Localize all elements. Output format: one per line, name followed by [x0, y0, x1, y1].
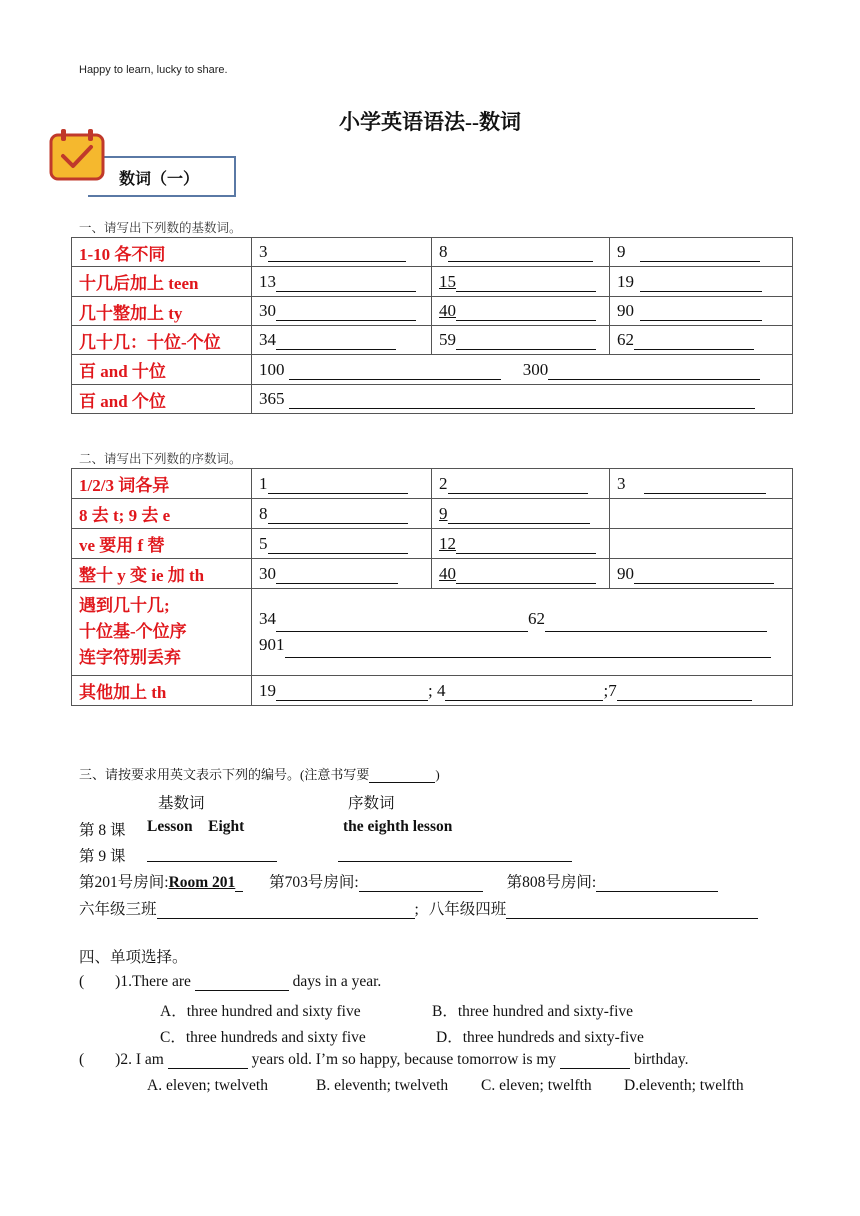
q1-option-d[interactable]: D．three hundreds and sixty-five	[436, 1029, 644, 1046]
q1-option-b[interactable]: B．three hundred and sixty-five	[432, 1003, 634, 1020]
answer-cell[interactable]: 59	[432, 326, 610, 355]
rule-cell: 几十整加上 ty	[72, 297, 252, 326]
answer-cell[interactable]: 34 62 901	[252, 589, 793, 676]
room808-blank[interactable]	[596, 875, 718, 892]
section1-heading: 一、请写出下列数的基数词。	[79, 221, 242, 235]
rule-cell: 其他加上 th	[72, 676, 252, 706]
table-row	[72, 297, 793, 326]
answer-cell[interactable]: 100 300	[252, 355, 793, 385]
rule-cell: 百 and 个位	[72, 385, 252, 414]
answer-cell[interactable]: 2	[432, 469, 610, 499]
q2-option-d[interactable]: D.eleventh; twelfth	[624, 1077, 744, 1094]
section2-heading: 二、请写出下列数的序数词。	[79, 452, 242, 466]
lesson8-label: 第 8 课	[79, 822, 126, 839]
answer-cell[interactable]: 30	[252, 297, 432, 326]
lesson9-ordinal-blank[interactable]	[338, 844, 572, 862]
table-row	[72, 499, 793, 529]
table-row	[72, 385, 793, 414]
answer-cell[interactable]: 30	[252, 559, 432, 589]
answer-cell[interactable]: 3	[610, 469, 793, 499]
answer-cell[interactable]: 365	[252, 385, 793, 414]
header-note: Happy to learn, lucky to share.	[79, 64, 228, 76]
table-row	[72, 589, 793, 676]
q2-option-b[interactable]: B. eleventh; twelveth	[316, 1077, 449, 1094]
answer-slot[interactable]: ( )	[79, 1051, 121, 1068]
rule-cell: 1-10 各不同	[72, 238, 252, 267]
q2-blank-2	[560, 1052, 630, 1069]
q2-option-c[interactable]: C. eleven; twelfth	[481, 1077, 592, 1094]
table-row	[72, 529, 793, 559]
section4-heading: 四、单项选择。	[79, 949, 188, 966]
lesson9-label: 第 9 课	[79, 848, 126, 865]
question-2: ( )2. I am years old. I’m so happy, because tomorrow is my birthday.	[79, 1051, 689, 1068]
q2-blank-1	[168, 1052, 248, 1069]
rule-cell: 整十 y 变 ie 加 th	[72, 559, 252, 589]
table-row	[72, 469, 793, 499]
rule-cell: ve 要用 f 替	[72, 529, 252, 559]
answer-cell[interactable]: 40	[432, 559, 610, 589]
q1-option-a[interactable]: A．three hundred and sixty five	[160, 1003, 361, 1020]
question-1: ( )1.There are days in a year.	[79, 973, 382, 990]
section-badge-label: 数词（一）	[119, 171, 200, 188]
answer-cell[interactable]: 1	[252, 469, 432, 499]
lesson8-cardinal: Lesson Eight	[147, 818, 245, 835]
q2-option-a[interactable]: A. eleven; twelveth	[147, 1077, 268, 1094]
table-row	[72, 676, 793, 706]
answer-cell[interactable]: 9	[432, 499, 610, 529]
class-b-blank[interactable]	[506, 902, 758, 919]
answer-cell[interactable]: 12	[432, 529, 610, 559]
cardinal-column-label: 基数词	[158, 795, 205, 812]
empty-cell	[610, 529, 793, 559]
answer-cell[interactable]: 15	[432, 267, 610, 297]
answer-cell[interactable]: 19	[610, 267, 793, 297]
answer-cell[interactable]: 19 ; 4 ;7	[252, 676, 793, 706]
class-a-blank[interactable]	[157, 902, 415, 919]
answer-cell[interactable]: 90	[610, 297, 793, 326]
rule-cell: 遇到几十几; 十位基-个位序 连字符别丢弃	[72, 589, 252, 676]
answer-cell[interactable]: 8	[432, 238, 610, 267]
table-row	[72, 326, 793, 355]
rule-cell: 几十几：十位-个位	[72, 326, 252, 355]
rule-cell: 十几后加上 teen	[72, 267, 252, 297]
answer-cell[interactable]: 3	[252, 238, 432, 267]
rule-cell: 8 去 t; 9 去 e	[72, 499, 252, 529]
answer-cell[interactable]: 34	[252, 326, 432, 355]
rule-cell: 百 and 十位	[72, 355, 252, 385]
answer-cell[interactable]: 9	[610, 238, 793, 267]
answer-cell[interactable]: 40	[432, 297, 610, 326]
lesson8-ordinal: the eighth lesson	[343, 818, 453, 835]
class-row: 六年级三班 ; 八年级四班	[79, 897, 758, 919]
table-row	[72, 559, 793, 589]
table-row	[72, 267, 793, 297]
q1-blank	[195, 974, 289, 991]
q1-option-c[interactable]: C．three hundreds and sixty five	[160, 1029, 366, 1046]
table-row	[72, 238, 793, 267]
section3-heading: 三、请按要求用英文表示下列的编号。(注意书写要 )	[79, 767, 440, 782]
cardinal-table	[71, 237, 793, 414]
answer-cell[interactable]: 90	[610, 559, 793, 589]
table-row	[72, 355, 793, 385]
room-row: 第201号房间:Room 201 第703号房间: 第808号房间:	[79, 870, 718, 892]
answer-cell[interactable]: 8	[252, 499, 432, 529]
ordinal-column-label: 序数词	[348, 795, 395, 812]
page-title: 小学英语语法--数词	[339, 110, 521, 134]
calendar-check-icon	[49, 129, 107, 181]
ordinal-table	[71, 468, 793, 706]
empty-cell	[610, 499, 793, 529]
answer-cell[interactable]: 62	[610, 326, 793, 355]
room703-blank[interactable]	[359, 875, 483, 892]
rule-cell: 1/2/3 词各异	[72, 469, 252, 499]
answer-cell[interactable]: 13	[252, 267, 432, 297]
answer-slot[interactable]: ( )	[79, 973, 121, 990]
lesson9-cardinal-blank[interactable]	[147, 844, 277, 862]
answer-cell[interactable]: 5	[252, 529, 432, 559]
